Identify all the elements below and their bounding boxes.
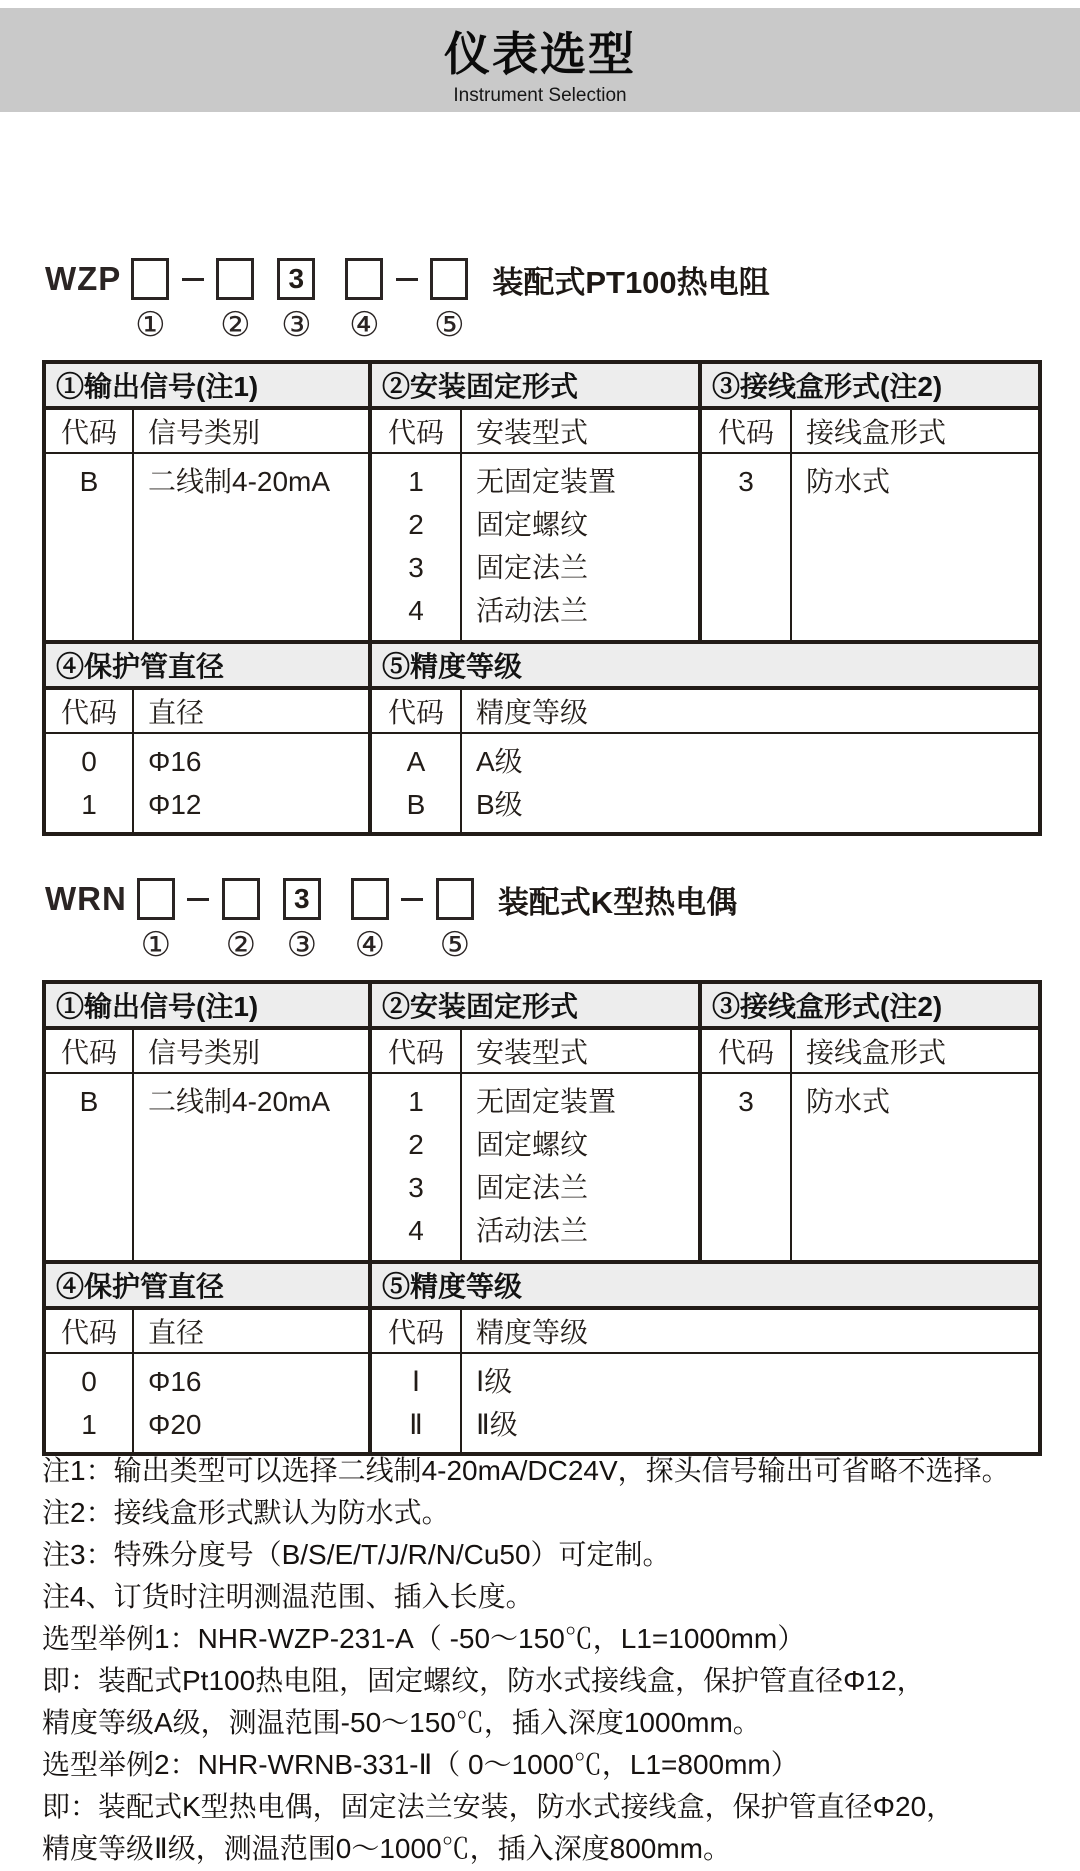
section-junction-box	[702, 1030, 1038, 1260]
code-cells	[702, 1074, 792, 1260]
code-cell: 2	[408, 1129, 424, 1160]
table-body-bottom	[46, 1310, 1038, 1452]
column-header: 直径	[134, 1310, 368, 1354]
column-header: 代码	[372, 1310, 462, 1354]
section-title: ④保护管直径	[46, 1264, 372, 1306]
circled-number-2: ②	[220, 306, 251, 344]
code-box-2	[222, 878, 260, 920]
section-accuracy	[372, 1310, 1038, 1452]
column-header: 直径	[134, 690, 368, 734]
value-cells	[462, 454, 698, 640]
value-cells	[134, 734, 368, 832]
code-cells	[702, 454, 792, 640]
circled-number-1: ①	[135, 306, 166, 344]
value-cell: 固定法兰	[476, 552, 589, 583]
circled-number-4: ④	[349, 306, 380, 344]
code-box-5	[436, 878, 474, 920]
column-header: 安装型式	[462, 1030, 698, 1074]
value-cell: 固定法兰	[476, 1172, 589, 1203]
value-cell: 二线制4-20mA	[148, 466, 331, 497]
section-title: ③接线盒形式(注2)	[712, 991, 943, 1022]
code-cell: 1	[408, 1086, 424, 1117]
code-cell: 1	[408, 466, 424, 497]
section-title: ④保护管直径	[46, 644, 372, 686]
model-slot-4	[345, 258, 383, 344]
section-output-signal	[46, 1030, 372, 1260]
section-mounting	[372, 410, 702, 640]
code-box-2	[216, 258, 254, 300]
value-cell: Ⅰ级	[476, 1366, 513, 1397]
model-slot-2	[216, 258, 254, 344]
dash-separator	[383, 278, 430, 281]
dash-icon	[396, 278, 418, 281]
value-cells	[134, 454, 368, 640]
value-cell: 二线制4-20mA	[148, 1086, 331, 1117]
section-junction-box	[702, 410, 1038, 640]
code-box-4	[345, 258, 383, 300]
code-cell: 3	[408, 1172, 424, 1203]
note-line-2: 注2：接线盒形式默认为防水式。	[42, 1497, 450, 1528]
table-body-bottom	[46, 690, 1038, 832]
section-accuracy	[372, 690, 1038, 832]
table-body-top	[46, 410, 1038, 640]
dash-icon	[182, 278, 204, 281]
model-slot-1	[137, 878, 175, 964]
model-slot-4	[351, 878, 389, 964]
code-cells	[372, 1074, 462, 1260]
value-cells	[792, 1074, 1038, 1260]
circled-number-5: ⑤	[434, 306, 465, 344]
value-cells	[462, 734, 1038, 832]
model-prefix: WRN	[45, 880, 127, 917]
dash-icon	[187, 898, 209, 901]
dash-separator	[169, 278, 216, 281]
value-cells	[134, 1354, 368, 1452]
model-slot-3	[277, 258, 315, 344]
note-line-5: 选型举例1：NHR-WZP-231-A（ -50～150℃，L1=1000mm）	[42, 1623, 806, 1654]
code-cell: B	[406, 789, 426, 820]
code-cells	[372, 1354, 462, 1452]
value-cell: A级	[476, 746, 523, 777]
table-band-top	[46, 984, 1038, 1030]
note-line-7: 精度等级A级，测温范围-50～150℃，插入深度1000mm。	[42, 1707, 761, 1738]
column-header: 代码	[46, 410, 134, 454]
value-cell: 固定螺纹	[476, 1129, 589, 1160]
value-cell: 活动法兰	[476, 1215, 589, 1246]
page-header	[0, 8, 1080, 112]
column-header: 接线盒形式	[792, 1030, 1038, 1074]
column-header: 代码	[46, 690, 134, 734]
value-cell: 无固定装置	[476, 466, 617, 497]
selection-table-wrn	[42, 980, 1042, 1456]
circled-number-2: ②	[225, 926, 257, 964]
code-cell: 0	[81, 746, 97, 777]
dash-separator	[389, 898, 436, 901]
model-slot-5	[430, 258, 468, 344]
code-cells	[372, 454, 462, 640]
code-cells	[46, 454, 134, 640]
code-box-1	[131, 258, 169, 300]
column-header: 代码	[46, 1310, 134, 1354]
section-title: ③接线盒形式(注2)	[712, 371, 943, 402]
section-title: ⑤精度等级	[382, 651, 523, 682]
code-cell: 3	[738, 466, 754, 497]
value-cell: B级	[476, 789, 523, 820]
column-header: 代码	[702, 1030, 792, 1074]
page-title: 仪表选型	[444, 28, 636, 80]
circled-number-1: ①	[140, 926, 172, 964]
code-cells	[46, 734, 134, 832]
value-cell: 无固定装置	[476, 1086, 617, 1117]
code-cell: 3	[408, 552, 424, 583]
column-header: 精度等级	[462, 1310, 1038, 1354]
model-slot-1	[131, 258, 169, 344]
code-box-1	[137, 878, 175, 920]
note-line-10: 精度等级Ⅱ级，测温范围0～1000℃，插入深度800mm。	[42, 1833, 732, 1864]
table-band-bottom	[46, 640, 1038, 690]
section-tube-diameter	[46, 1310, 372, 1452]
model-prefix: WZP	[45, 260, 122, 297]
selection-table-wzp	[42, 360, 1042, 836]
value-cell: Ⅱ级	[476, 1409, 518, 1440]
code-cell: 2	[408, 509, 424, 540]
column-header: 信号类别	[134, 1030, 368, 1074]
section-tube-diameter	[46, 690, 372, 832]
code-cells	[372, 734, 462, 832]
code-cell: 3	[738, 1086, 754, 1117]
table-body-top	[46, 1030, 1038, 1260]
value-cells	[792, 454, 1038, 640]
section-mounting	[372, 1030, 702, 1260]
table-band-top	[46, 364, 1038, 410]
code-cell: 4	[408, 595, 424, 626]
column-header: 代码	[46, 1030, 134, 1074]
note-line-3: 注3：特殊分度号（B/S/E/T/J/R/N/Cu50）可定制。	[42, 1539, 671, 1570]
circled-number-4: ④	[354, 926, 386, 964]
section-title: ①输出信号(注1)	[46, 364, 372, 406]
circled-number-3: ③	[281, 306, 312, 344]
code-cell: Ⅱ	[409, 1409, 423, 1440]
column-header: 接线盒形式	[792, 410, 1038, 454]
model-description: 装配式PT100热电阻	[492, 264, 770, 300]
column-header: 精度等级	[462, 690, 1038, 734]
section-title: ②安装固定形式	[372, 984, 702, 1026]
footnotes	[42, 1450, 1056, 1870]
value-cell: 活动法兰	[476, 595, 589, 626]
section-title: ①输出信号(注1)	[46, 984, 372, 1026]
circled-number-3: ③	[286, 926, 318, 964]
model-line-wzp	[45, 258, 770, 344]
code-cell: B	[79, 1086, 99, 1117]
value-cell: 防水式	[806, 1086, 891, 1117]
code-cell: 1	[81, 1409, 97, 1440]
code-cell: A	[406, 746, 426, 777]
code-cells	[46, 1074, 134, 1260]
code-cells	[46, 1354, 134, 1452]
model-slot-3	[283, 878, 321, 964]
column-header: 代码	[372, 690, 462, 734]
column-header: 代码	[372, 1030, 462, 1074]
code-cell: B	[79, 466, 99, 497]
page-subtitle: Instrument Selection	[453, 85, 627, 106]
value-cell: Φ20	[148, 1409, 202, 1440]
note-line-9: 即：装配式K型热电偶，固定法兰安装，防水式接线盒，保护管直径Φ20，	[42, 1791, 955, 1822]
code-cell: 4	[408, 1215, 424, 1246]
model-slot-5	[436, 878, 474, 964]
code-cell: 0	[81, 1366, 97, 1397]
column-header: 安装型式	[462, 410, 698, 454]
value-cell: Φ12	[148, 789, 202, 820]
value-cell: Φ16	[148, 746, 202, 777]
section-output-signal	[46, 410, 372, 640]
column-header: 信号类别	[134, 410, 368, 454]
section-title: ②安装固定形式	[372, 364, 702, 406]
code-box-3: 3	[277, 258, 315, 300]
column-header: 代码	[702, 410, 792, 454]
code-cell: 1	[81, 789, 97, 820]
dash-separator	[175, 898, 222, 901]
code-cell: Ⅰ	[411, 1366, 421, 1397]
note-line-4: 注4、订货时注明测温范围、插入长度。	[42, 1581, 534, 1612]
value-cell: 固定螺纹	[476, 509, 589, 540]
model-slot-2	[222, 878, 260, 964]
code-box-4	[351, 878, 389, 920]
model-line-wrn	[45, 878, 738, 964]
note-line-6: 即：装配式Pt100热电阻，固定螺纹，防水式接线盒，保护管直径Φ12，	[42, 1665, 925, 1696]
model-description: 装配式K型热电偶	[497, 884, 738, 920]
dash-icon	[401, 898, 423, 901]
note-line-8: 选型举例2：NHR-WRNB-331-Ⅱ（ 0～1000℃，L1=800mm）	[42, 1749, 799, 1780]
value-cell: Φ16	[148, 1366, 202, 1397]
column-header: 代码	[372, 410, 462, 454]
table-band-bottom	[46, 1260, 1038, 1310]
note-line-1: 注1：输出类型可以选择二线制4-20mA/DC24V，探头信号输出可省略不选择。	[42, 1455, 1010, 1486]
value-cells	[462, 1354, 1038, 1452]
section-title: ⑤精度等级	[382, 1271, 523, 1302]
value-cell: 防水式	[806, 466, 891, 497]
value-cells	[134, 1074, 368, 1260]
code-box-5	[430, 258, 468, 300]
code-box-3: 3	[283, 878, 321, 920]
value-cells	[462, 1074, 698, 1260]
circled-number-5: ⑤	[439, 926, 471, 964]
